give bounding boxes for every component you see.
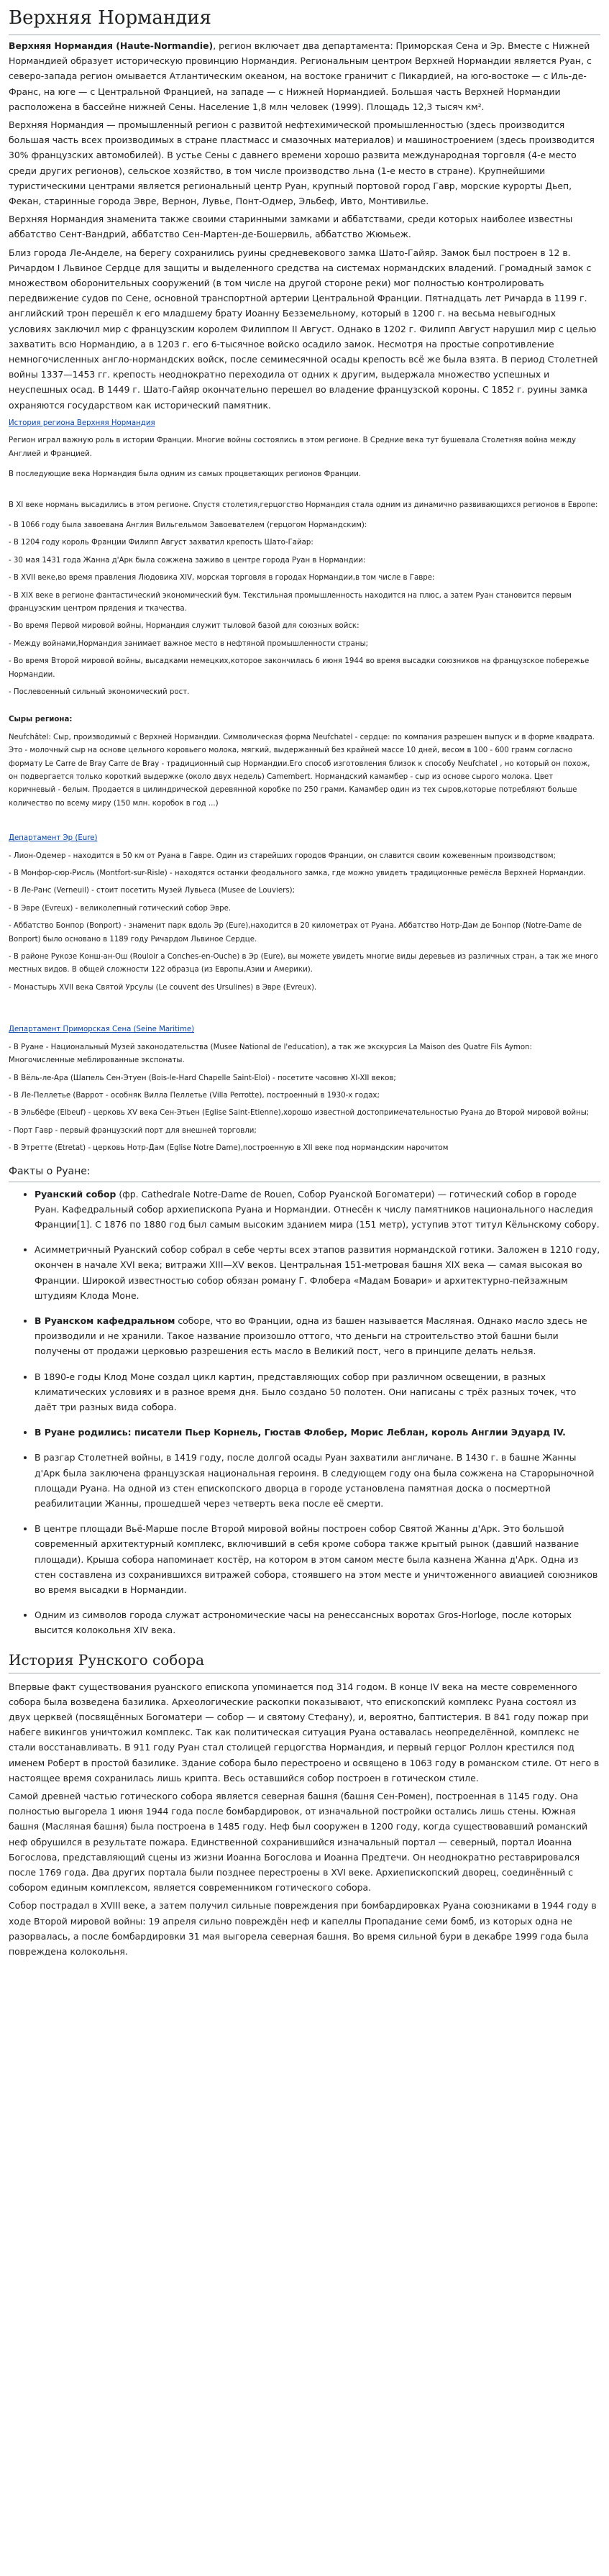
fact-item: • Асимметричный Руанский собор собрал в себе черты всех этапов развития нормандской готики. Заложен в 1210 году, окончен в начале XVI века; витражи XIII—XV веков. Центральная 151-метровая башня XIX века — самая высокая во Франции. Широкой известностью собор обязан роману Г. Флобера «Мадам Бовари» и архитектурно-пейзажным штудиям Клода Моне. <box>35 1242 600 1303</box>
list-item: - В Ле-Ранс (Verneuil) - стоит посетить Музей Лувьеса (Musee de Louviers); <box>9 887 295 895</box>
list-item: - В Ле-Пеллетье (Варрот - особняк Вилла Пеллетье (Villa Perrotte), построенный в 1930-х годах; <box>9 1091 380 1100</box>
list-item: - Во время Первой мировой войны, Нормандия служит тыловой базой для союзных войск: <box>9 622 360 631</box>
eure-link[interactable]: Департамент Эр (Eure) <box>9 834 98 843</box>
history-paragraph: Впервые факт существования руанского епископа упоминается под 314 годом. В конце IV века на месте современного собора была возведена базилика. Археологические раскопки показывают, что епископский комплекс Руана состоял из двух церквей (посвящённых Богоматери — собор — и святому Стефану), и, вероятно, баптистерия. В 841 году пожар при набеге викингов уничтожил комплекс. Так как политическая ситуация Руана оставалась неопределённой, комплекс не стали восстанавливать. В 911 году Руан стал столицей герцогства Нормандия, и первый герцог Роллон крестился под именем Роберт в простой базилике. Здание собора было перестроено и освящено в 1063 году в романском стиле. От него в настоящее время сохранилась лишь крипта. Весь оставшийся собор построен в готическом стиле. <box>9 1681 600 1783</box>
history-link[interactable]: История региона Верхняя Нормандия <box>9 419 155 427</box>
fact-item: • В 1890-е годы Клод Моне создал цикл картин, представляющих собор при различном освещении, в разных климатических условиях и в разное время дня. Было создано 50 полотен. Они написаны с трёх разных точек, что даёт три разных вида собора. <box>35 1369 600 1415</box>
intro-paragraph: Верхняя Нормандия — промышленный регион с развитой нефтехимической промышленностью (здесь производится большая часть всех производимых в стране пластмасс и смазочных материалов) и машиностроением (здесь производится 30% французских автомобилей). В устье Сены с давнего времени хорошо развита международная торговля (4-е место среди других регионов), сельское хозяйство, в том числе производство льна (1-е место в стране). Крупнейшими туристическими центрами является региональный центр Руан, крупный портовой город Гавр, морские курорты Дьеп, Фекан, старинные города Эвре, Вернон, Лувье, Понт-Одмер, Эльбеф, Ивто, Монтивилье. <box>9 119 595 207</box>
list-item: - Монастырь XVII века Святой Урсулы (Le couvent des Ursulines) в Эвре (Evreux). <box>9 983 317 992</box>
seine-maritime-list <box>9 1041 600 1156</box>
fact-item: • Руанский собор (фр. Cathedrale Notre-Dame de Rouen, Собор Руанской Богоматери) — готический собор в городе Руан. Кафедральный собор архиепископа Руана и Нормандии. Отнесён к числу памятников национального наследия Франции[1]. С 1876 по 1880 год был самым высоким зданием мира (151 метр), уступив этот титул Кёльнскому собору. <box>35 1187 600 1233</box>
region-notes <box>9 417 600 1156</box>
list-item: - В Вёль-ле-Ара (Шапель Сен-Этуен (Bois-le-Hard Chapelle Saint-Eloi) - посетите часовню XI-XII веков; <box>9 1074 396 1082</box>
list-item: - 30 мая 1431 года Жанна д'Арк была сожжена заживо в центре города Руан в Нормандии: <box>9 556 366 565</box>
notes-paragraph: В последующие века Нормандия была одним из самых процветающих регионов Франции. <box>9 470 362 479</box>
fact-item: • В Руанском кафедральном соборе, что во Франции, одна из башен называется Масляная. Однако масло здесь не производили и не хранили. Такое название произошло оттого, что деньги на строительство этой башни были получены от продажи церковью разрешения есть масло в Великий пост, чего в принципе делать нельзя. <box>35 1313 600 1359</box>
list-item: - Лион-Одемер - находится в 50 км от Руана в Гавре. Один из старейших городов Франции, он славится своим кожевенным производством; <box>9 851 556 860</box>
notes-paragraph: В XI веке нормань высадились в этом регионе. Спустя столетия,герцогство Нормандия стала одним из динамично развивающихся регионов в Европе: <box>9 501 598 509</box>
history-heading: История Рунского собора <box>9 1650 600 1673</box>
list-item: - Послевоенный сильный экономический рост. <box>9 688 190 696</box>
list-item: - В XVII веке,во время правления Людовика XIV, морская торговля в городах Нормандии,в том числе в Гавре: <box>9 574 435 583</box>
notes-paragraph: Регион играл важную роль в истории Франции. Многие войны состоялись в этом регионе. В Средние века тут бушевала Столетняя война между Англией и Францией. <box>9 437 577 458</box>
list-item: - В 1066 году была завоевана Англия Вильгельмом Завоевателем (герцогом Нормандским): <box>9 521 367 529</box>
intro-paragraph: Верхняя Нормандия знаменита также своими старинными замками и аббатствами, среди которых наиболее известны аббатство Сент-Вандрий, аббатство Сен-Мартен-де-Бошервиль, аббатство Жюмьеж. <box>9 214 573 240</box>
list-item: - Между войнами,Нормандия занимает важное место в нефтяной промышленности страны; <box>9 639 369 648</box>
lead-term: Верхняя Нормандия (Haute-Normandie) <box>9 40 214 51</box>
seine-maritime-link[interactable]: Департамент Приморская Сена (Seine Maritime) <box>9 1026 195 1034</box>
page-title: Верхняя Нормандия <box>9 6 600 35</box>
facts-heading: Факты о Руане: <box>9 1163 600 1182</box>
intro-paragraph: Близ города Ле-Анделе, на берегу сохранились руины средневекового замка Шато-Гайяр. Замок был построен в 12 в. Ричардом I Львиное Сердце для защиты и выделенного средства на системах нормандских владений. Громадный замок с множеством оборонительных сооружений (в том числе на другой стороне реки) мог полностью контролировать передвижение судов по Сене, основной транспортной артерии Центральной Франции. Пятнадцать лет Ричарда в 1199 г. английский трон перешёл к его младшему брату Иоанну Безземельному, который в 1200 г. на весьма невыгодных условиях заключил мир с французским королем Филиппом II Август. Однако в 1202 г. Филипп Август нарушил мир с целью захватить всю Нормандию, а в 1203 г. его 6-тысячное войско осадило замок. Несмотря на простые сопротивление немногочисленных англо-нормандских войск, после семимесячной осады крепость всё же была взята. В период Столетней войны 1337—1453 гг. крепость неоднократно переходила от одних к другим, выдержала множество успешных и неуспешных осад. В 1449 г. Шато-Гайяр окончательно перешел во владение французской короны. С 1852 г. руины замка охраняются государством как исторический памятник. <box>9 247 598 411</box>
eure-list <box>9 850 600 995</box>
cheese-paragraph: Neufchâtel: Сыр, производимый с Верхней Нормандии. Символическая форма Neufchatel - сердце: по компания разрешен выпуск и в форме квадрата. Это - молочный сыр на основе цельного коровьего молока, мягкий, выдержанный без крайней массе 10 дней, весом в 100 - 600 грамм согласно формату Le Carre de Bray Carre de Bray - традиционный сыр Нормандии.Его способ изготовления близок к способу Neufchatel , но который он похож, он подвергается только короткий выдержке (около двух недель) Camembert. Нормандский камамбер - сыр из основе сырого молока. Цвет коричневый - белым. Продается в цилиндрической деревянной коробке по 250 грамм. Камамбер один из тех сыров,которые потребляют больше количество по всему миру (150 млн. коробок в год ...) <box>9 733 595 808</box>
history-paragraph: Самой древней частью готического собора является северная башня (башня Сен-Ромен), построенная в 1145 году. Она полностью выгорела 1 июня 1944 года после бомбардировок, от изначальной постройки остались лишь стены. Южная башня (Масляная башня) была построена в 1485 году. Неф был сооружен в 1200 году, когда существовавший романский неф обрушился в результате пожара. Единственной сохранившийся изначальный портал — северный, портал Иоанна Богослова, представляющий сцены из жизни Иоанна Богослова и Иоанна Предтечи. Он неоднократно реставрировался после 1769 года. Два других портала были позднее перестроены в XVI веке. Архиепископский дворец, соединённый с собором единым комплексом, является современником готического собора. <box>9 1791 588 1894</box>
intro-paragraph: Верхняя Нормандия (Haute-Normandie), регион включает два департамента: Приморская Сена и Эр. Вместе с Нижней Нормандией образует историческую провинцию Нормандия. Региональным центром Верхней Нормандии является Руан, с северо-запада регион омывается Атлантическим океаном, на востоке граничит с Пикардией, на юго-востоке — с Иль-де-Франс, на юге — с Центральной Францией, на западе — с Нижней Нормандией. Большая часть Верхней Нормандии расположена в бассейне нижней Сены. Население 1,8 млн человек (1999). Площадь 12,3 тысяч км². <box>9 40 592 112</box>
list-item: - Аббатство Бонпор (Bonport) - знаменит парк вдоль Эр (Eure),находится в 20 километрах от Руана. Аббатство Нотр-Дам де Бонпор (Notre-Dame de Bonport) было основано в 1189 году Ричардом Львиное Сердце. <box>9 922 582 944</box>
fact-item: • В Руане родились: писатели Пьер Корнель, Гюстав Флобер, Морис Леблан, король Англии Эдуард IV. <box>35 1425 600 1440</box>
list-item: - В XIX веке в регионе фантастический экономический бум. Текстильная промышленность находится на плюс, а затем Руан становится первым французским центром прядения и ткачества. <box>9 591 572 613</box>
history-list <box>9 519 600 699</box>
history-paragraph: Собор пострадал в XVIII веке, а затем получил сильные повреждения при бомбардировках Руана союзниками в 1944 году в ходе Второй мировой войны: 19 апреля сильно повреждён неф и капеллы Пропадание семи бомб, из которых одна не разорвалась, а после бомбардировки 31 мая выгорела северная башня. Во время сильной бури в декабре 1999 года была повреждена колокольня. <box>9 1900 597 1958</box>
fact-item: • Одним из символов города служат астрономические часы на ренессансных воротах Gros-Horloge, после которых высится колокольня XIV века. <box>35 1607 600 1638</box>
list-item: - В Монфор-сюр-Рисль (Montfort-sur-Risle) - находятся останки феодального замка, где можно увидеть традиционные ремёсла Верхней Нормандии. <box>9 869 586 878</box>
cheese-heading: Сыры региона: <box>9 716 73 724</box>
list-item: - Во время Второй мировой войны, высадками немецких,которое закончилась 6 июня 1944 во время высадки союзников на французское побережье Нормандии. <box>9 657 590 679</box>
list-item: - В Руане - Национальный Музей законодательства (Musee National de l'education), а так же экскурсия La Maison des Quatre Fils Aymon: Многочисленные меблированные экспонаты. <box>9 1043 532 1065</box>
intro-section <box>9 38 600 413</box>
list-item: - В Эвре (Evreux) - великолепный готический собор Эвре. <box>9 904 232 913</box>
list-item: - В 1204 году король Франции Филипп Август захватил крепость Шато-Гайар: <box>9 539 313 547</box>
list-item: - В районе Рукозе Конш-ан-Ош (Rouloir a Conches-en-Ouche) в Эр (Eure), вы можете увидеть многие виды деревьев из различных стран, а так же много местных видов. В общей сложности 122 образца (из Европы,Азии и Америки). <box>9 953 598 974</box>
facts-list <box>9 1187 600 1638</box>
fact-item: • В центре площади Вьё-Марше после Второй мировой войны построен собор Святой Жанны д'Арк. Это большой современный архитектурный комплекс, включивший в себя кроме собора также крытый рынок (давший название площади). Крыша собора напоминает костёр, на котором в этом самом месте была казнена Жанна д'Арк. Одна из стен составлена из сохранившихся витражей собора, стоявшего на этом месте и уничтоженного авиацией союзников во время высадки в Нормандии. <box>35 1521 600 1597</box>
list-item: - Порт Гавр - первый французский порт для внешней торговли; <box>9 1126 257 1135</box>
fact-item: • В разгар Столетней войны, в 1419 году, после долгой осады Руан захватили англичане. В 1430 г. в башне Жанны д'Арк была заключена французская национальная героиня. В следующем году она была сожжена на Старорыночной площади Руана. На одной из стен епископского дворца в городе установлена памятная доска о посмертной реабилитации Жанны, прошедшей через четверть века после её смерти. <box>35 1450 600 1511</box>
list-item: - В Эльбёфе (Elbeuf) - церковь XV века Сен-Этьен (Eglise Saint-Etienne),хорошо известной достопримечательностью Руана до Второй мировой войны; <box>9 1109 590 1118</box>
list-item: - В Этретте (Etretat) - церковь Нотр-Дам (Eglise Notre Dame),построенную в XII веке под нормандским нарочитом <box>9 1144 449 1153</box>
history-section <box>9 1679 600 1960</box>
